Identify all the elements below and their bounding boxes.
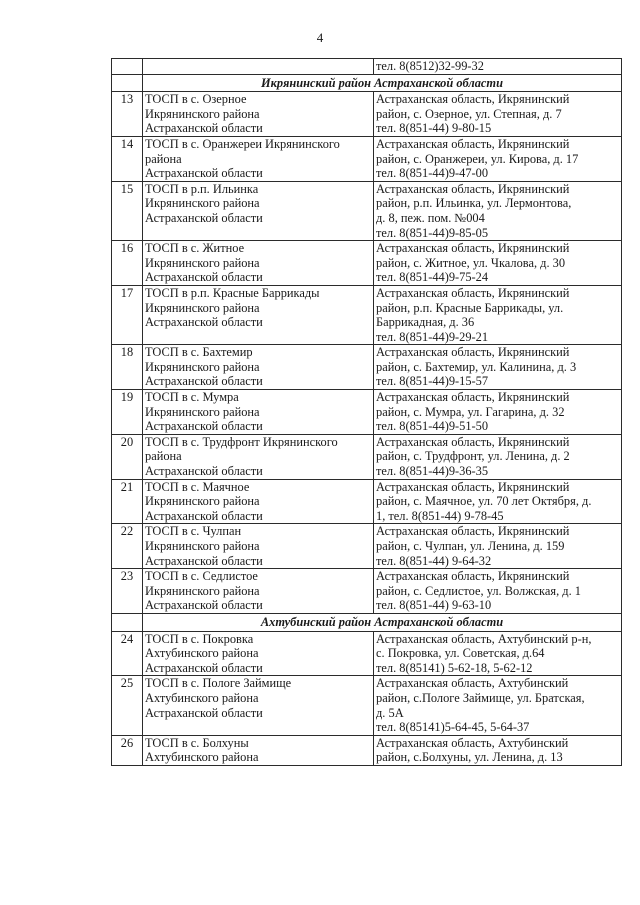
branch-name-line: Икрянинского района xyxy=(145,359,260,374)
address-line: район, р.п. Ильинка, ул. Лермонтова, xyxy=(376,196,572,211)
address-line: д. 5А xyxy=(376,705,404,720)
branch-name-line: Астраханской области xyxy=(145,464,263,479)
branch-name-cell xyxy=(143,181,374,240)
branch-name-cell xyxy=(143,479,374,524)
branch-name-cell xyxy=(143,285,374,344)
branch-name-line: ТОСП в с. Мумра xyxy=(145,390,239,405)
branch-name-line: Ахтубинского района xyxy=(145,690,259,705)
address-line: тел. 8(851-44)9-85-05 xyxy=(376,225,489,240)
section-header-row xyxy=(112,613,622,631)
branch-name-line: Астраханской области xyxy=(145,419,263,434)
table-row xyxy=(112,285,622,344)
branch-name-cell xyxy=(143,92,374,137)
address-cell xyxy=(374,241,622,286)
row-number-cell: 16 xyxy=(112,241,143,286)
address-line: район, с. Маячное, ул. 70 лет Октября, д. xyxy=(376,494,592,509)
address-line: тел. 8(851-44)9-15-57 xyxy=(376,374,489,389)
address-line: тел. 8(851-44)9-75-24 xyxy=(376,270,489,285)
branch-name-line: Ахтубинского района xyxy=(145,750,259,765)
address-line: район, р.п. Красные Баррикады, ул. xyxy=(376,300,564,315)
address-line: Астраханская область, Икрянинский xyxy=(376,285,570,300)
branch-name-line: ТОСП в с. Житное xyxy=(145,241,245,256)
address-cell xyxy=(374,92,622,137)
address-line: район, с. Чулпан, ул. Ленина, д. 159 xyxy=(376,539,565,553)
branch-name-line: Икрянинского района xyxy=(145,196,260,211)
address-line: тел. 8(85141)5-64-45, 5-64-37 xyxy=(376,720,530,735)
address-line: Астраханская область, Ахтубинский xyxy=(376,735,569,750)
branch-name-cell xyxy=(143,434,374,479)
address-line: 1, тел. 8(851-44) 9-78-45 xyxy=(376,508,504,523)
branch-name-line: Астраханской области xyxy=(145,705,263,720)
branch-name-cell xyxy=(143,569,374,614)
section-title: Икрянинский район Астраханской области xyxy=(143,74,622,92)
table-row xyxy=(112,569,622,614)
address-line: район, с. Седлистое, ул. Волжская, д. 1 xyxy=(376,583,581,598)
address-line: тел. 8(8512)32-99-32 xyxy=(376,59,484,73)
branch-name-cell xyxy=(143,676,374,735)
address-line: район, с. Озерное, ул. Степная, д. 7 xyxy=(376,106,562,121)
row-number-cell: 25 xyxy=(112,676,143,735)
address-cell xyxy=(374,285,622,344)
address-line: Астраханская область, Икрянинский xyxy=(376,345,570,360)
branch-name-line: ТОСП в с. Пологе Займище xyxy=(145,676,292,691)
address-line: Астраханская область, Икрянинский xyxy=(376,524,570,539)
row-number-cell: 18 xyxy=(112,345,143,390)
table-row xyxy=(112,524,622,569)
table-row xyxy=(112,631,622,676)
address-cell xyxy=(374,59,622,75)
address-line: с. Покровка, ул. Советская, д.64 xyxy=(376,646,545,661)
table-row xyxy=(112,92,622,137)
address-line: д. 8, пеж. пом. №004 xyxy=(376,210,485,225)
address-cell xyxy=(374,390,622,435)
branch-name-line: Икрянинского района xyxy=(145,404,260,419)
address-line: тел. 8(851-44)9-47-00 xyxy=(376,166,489,181)
address-line: район, с. Мумра, ул. Гагарина, д. 32 xyxy=(376,404,565,419)
address-cell xyxy=(374,676,622,735)
row-number-cell: 14 xyxy=(112,136,143,181)
row-number-cell xyxy=(112,74,143,92)
branch-name-line: ТОСП в с. Озерное xyxy=(145,92,247,107)
address-cell xyxy=(374,524,622,569)
branch-name-line: Астраханской области xyxy=(145,166,263,181)
branch-name-line: ТОСП в с. Маячное xyxy=(145,479,250,494)
row-number-cell: 17 xyxy=(112,285,143,344)
address-cell xyxy=(374,631,622,676)
branch-name-line: Ахтубинского района xyxy=(145,646,259,661)
row-number-cell: 23 xyxy=(112,569,143,614)
branch-name-line: Астраханской области xyxy=(145,121,263,136)
branch-name-line: ТОСП в с. Чулпан xyxy=(145,524,242,539)
section-title: Ахтубинский район Астраханской области xyxy=(143,613,622,631)
table-row xyxy=(112,181,622,240)
address-line: район, с. Житное, ул. Чкалова, д. 30 xyxy=(376,255,566,270)
address-line: тел. 8(851-44) 9-63-10 xyxy=(376,598,492,613)
address-line: Астраханская область, Икрянинский xyxy=(376,92,570,107)
table-row xyxy=(112,676,622,735)
section-header-row xyxy=(112,74,622,92)
page-number: 4 xyxy=(316,30,324,45)
address-cell xyxy=(374,345,622,390)
branch-name-line: Астраханской области xyxy=(145,508,263,523)
address-line: тел. 8(851-44)9-36-35 xyxy=(376,464,489,479)
branch-name-cell xyxy=(143,136,374,181)
row-number-cell: 13 xyxy=(112,92,143,137)
branch-name-line: Астраханской области xyxy=(145,598,263,613)
row-number-cell xyxy=(112,59,143,75)
address-line: район, с. Трудфронт, ул. Ленина, д. 2 xyxy=(376,449,570,464)
table-row xyxy=(112,479,622,524)
branch-name-line: ТОСП в с. Седлистое xyxy=(145,569,258,584)
branch-name-line: Икрянинского района xyxy=(145,255,260,270)
branch-name-cell xyxy=(143,241,374,286)
address-line: Астраханская область, Икрянинский xyxy=(376,136,570,151)
table-row xyxy=(112,345,622,390)
table-row xyxy=(112,136,622,181)
address-line: Астраханская область, Икрянинский xyxy=(376,241,570,256)
branch-name-line: Астраханской области xyxy=(145,553,263,568)
branch-name-line: ТОСП в с. Болхуны xyxy=(145,735,249,750)
address-line: Астраханская область, Икрянинский xyxy=(376,569,570,584)
address-line: Астраханская область, Ахтубинский р-н, xyxy=(376,631,592,646)
address-line: Астраханская область, Икрянинский xyxy=(376,181,570,196)
address-line: Баррикадная, д. 36 xyxy=(376,315,475,330)
address-line: тел. 8(851-44) 9-64-32 xyxy=(376,553,492,568)
branch-table xyxy=(111,58,622,766)
branch-name-line: Астраханской области xyxy=(145,660,263,675)
row-number-cell: 15 xyxy=(112,181,143,240)
address-cell xyxy=(374,434,622,479)
branch-name-cell xyxy=(143,735,374,765)
table-row xyxy=(112,241,622,286)
table-row xyxy=(112,735,622,765)
branch-name-line: Астраханской области xyxy=(145,270,263,285)
address-line: район, с. Бахтемир, ул. Калинина, д. 3 xyxy=(376,359,577,374)
branch-name-line: Икрянинского района xyxy=(145,583,260,598)
address-line: район, с. Оранжереи, ул. Кирова, д. 17 xyxy=(376,151,579,166)
branch-name-line: Икрянинского района xyxy=(145,300,260,315)
branch-name-line: Икрянинского района xyxy=(145,539,260,553)
branch-name-line: Астраханской области xyxy=(145,210,263,225)
branch-name-line: ТОСП в с. Бахтемир xyxy=(145,345,253,360)
address-cell xyxy=(374,136,622,181)
branch-name-line: Икрянинского района xyxy=(145,106,260,121)
branch-name-line: Астраханской области xyxy=(145,374,263,389)
table-row xyxy=(112,434,622,479)
address-line: тел. 8(851-44)9-51-50 xyxy=(376,419,489,434)
branch-name-line: Астраханской области xyxy=(145,315,263,330)
branch-name-line: района xyxy=(145,449,182,464)
table-row xyxy=(112,59,622,75)
address-line: район, с.Болхуны, ул. Ленина, д. 13 xyxy=(376,750,563,765)
address-line: Астраханская область, Ахтубинский xyxy=(376,676,569,691)
address-line: район, с.Пологе Займище, ул. Братская, xyxy=(376,690,585,705)
row-number-cell: 24 xyxy=(112,631,143,676)
branch-name-cell xyxy=(143,524,374,569)
address-cell xyxy=(374,181,622,240)
row-number-cell xyxy=(112,613,143,631)
table-row xyxy=(112,390,622,435)
row-number-cell: 22 xyxy=(112,524,143,569)
row-number-cell: 20 xyxy=(112,434,143,479)
row-number-cell: 26 xyxy=(112,735,143,765)
address-line: Астраханская область, Икрянинский xyxy=(376,390,570,405)
address-cell xyxy=(374,735,622,765)
branch-name-line: ТОСП в р.п. Ильинка xyxy=(145,181,259,196)
branch-name-line: ТОСП в с. Оранжереи Икрянинского xyxy=(145,136,340,151)
branch-name-cell xyxy=(143,631,374,676)
branch-name-cell xyxy=(143,390,374,435)
branch-name-line: ТОСП в с. Покровка xyxy=(145,631,254,646)
branch-name-line: ТОСП в с. Трудфронт Икрянинского xyxy=(145,434,338,449)
row-number-cell: 19 xyxy=(112,390,143,435)
address-line: тел. 8(851-44)9-29-21 xyxy=(376,329,489,344)
row-number-cell: 21 xyxy=(112,479,143,524)
address-line: Астраханская область, Икрянинский xyxy=(376,434,570,449)
address-cell xyxy=(374,569,622,614)
branch-name-cell xyxy=(143,345,374,390)
address-line: Астраханская область, Икрянинский xyxy=(376,479,570,494)
branch-name-line: района xyxy=(145,151,182,166)
address-line: тел. 8(851-44) 9-80-15 xyxy=(376,121,492,136)
address-cell xyxy=(374,479,622,524)
branch-name-line: Икрянинского района xyxy=(145,494,260,509)
branch-name-line: ТОСП в р.п. Красные Баррикады xyxy=(145,285,320,300)
branch-name-cell xyxy=(143,59,374,75)
address-line: тел. 8(85141) 5-62-18, 5-62-12 xyxy=(376,660,533,675)
